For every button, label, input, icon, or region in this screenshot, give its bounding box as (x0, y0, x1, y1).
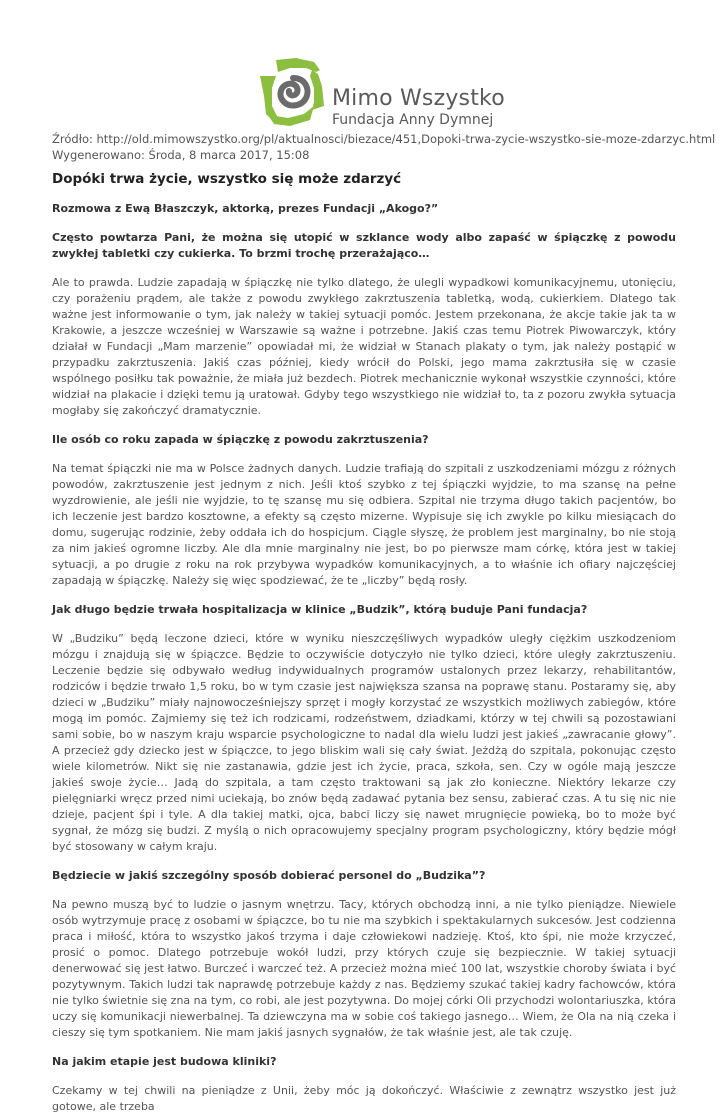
answer-3: W „Budziku” będą leczone dzieci, które w wyniku nieszczęśliwych wypadków uległy ciężkim uszkodzeniom mózgu i znajdują się w śpiączce. Będzie to oczywiście dotyczyło nie tylko dzieci, które uległy zakrztuszeniu. Leczenie będzie się odbywało według indywidualnych programów ustalonych przez lekarzy, rehabilitantów, rodziców i będzie trwało 1,5 roku, bo w tym czasie jest największa szansa na poprawę stanu. Postaramy się, aby dzieci w „Budziku” miały najnowocześniejszy sprzęt i mogły korzystać ze wszystkich możliwych zabiegów, które mogą im pomóc. Zajmiemy się też ich rodzicami, rodzeństwem, dziadkami, którzy w tej chwili są pozostawiani sami sobie, bo w naszym kraju wsparcie psychologiczne to nadal dla wielu ludzi jest jakieś „zawracanie głowy”. A przecież gdy dziecko jest w śpiączce, to jego bliskim wali się cały świat. Jeżdżą do szpitala, pokonując często wiele kilometrów. Nikt się nie zastanawia, gdzie jest ich życie, praca, szkoła, sen. Czy w ogóle mają jeszcze jakieś swoje życie… Jadą do szpitala, a tam często traktowani są jak zło konieczne. Niektóry lekarze czy pielęgniarki wręcz przed nimi uciekają, bo znów będą zadawać pytania bez sensu, zabierać czas. A tu się nic nie dzieje, pacjent śpi i tyle. A dla takiej matki, ojca, babci liczy się nawet mrugnięcie powieką, bo to może być sygnał, że mózg się budzi. Z myślą o nich opracowujemy specjalny program psychologiczny, który będzie mógł być stosowany w całym kraju. (52, 632, 676, 853)
question-3: Jak długo będzie trwała hospitalizacja w klinice „Budzik”, którą buduje Pani fundacja? (52, 603, 588, 616)
logo-subtitle: Fundacja Anny Dymnej (332, 112, 494, 128)
answer-2: Na temat śpiączki nie ma w Polsce żadnych danych. Ludzie trafiają do szpitali z uszkodzeniami mózgu z różnych powodów, zakrztuszenie jest jednym z nich. Jeśli ktoś szybko z tej śpiączki wyjdzie, to ma szansę na pełne wyzdrowienie, ale jeśli nie wyjdzie, to tę szansę mu się odbiera. Szpital nie trzyma długo takich pacjentów, bo ich leczenie jest bardzo kosztowne, a efekty są często mizerne. Wypisuje się ich zwykle po kilku miesiącach do domu, sugerując rodzinie, żeby oddała ich do hospicjum. Ciągle słyszę, że problem jest marginalny, bo nie stoją za nim jakieś ogromne liczby. Ale dla mnie marginalny nie jest, bo po pierwsze mam córkę, która jest w takiej sytuacji, a po drugie z roku na rok przybywa wypadków komunikacyjnych, a to właśnie ich ofiary najczęściej zapadają w śpiączkę. Należy się więc spodziewać, że te „liczby” będą rosły. (52, 462, 676, 587)
foundation-logo (256, 56, 506, 131)
article-title: Dopóki trwa życie, wszystko się może zdarzyć (52, 171, 402, 187)
answer-4: Na pewno muszą być to ludzie o jasnym wnętrzu. Tacy, których obchodzą inni, a nie tylko pieniądze. Niewiele osób wytrzymuje pracę z osobami w śpiączce, bo tu nie ma szybkich i spektakularnych sukcesów. Jest codzienna praca i miłość, która to wszystko jakoś trzyma i daje człowiekowi nadzieję. Ktoś, kto śpi, nie może krzyczeć, prosić o pomoc. Dlatego potrzebuje wokół ludzi, przy których czuje się bezpiecznie. W takiej sytuacji denerwować się jest łatwo. Burczeć i warczeć też. A przecież można mieć 100 lat, wszystkie choroby świata i być pozytywnym. Takich ludzi tak naprawdę potrzebuje każdy z nas. Będziemy szukać takiej kadry fachowców, która nie tylko świetnie się zna na tym, co robi, ale jest pozytywna. Do mojej córki Oli przychodzi wolontariuszka, która uczy się komunikacji niewerbalnej. Ta dziewczyna ma w sobie coś takiego jasnego… Wiem, że Ola na nią czeka i cieszy się tym spotkaniem. Nie mam jakiś jasnych sygnałów, że tak właśnie jest, ale tak czuję. (52, 898, 676, 1039)
answer-1: Ale to prawda. Ludzie zapadają w śpiączkę nie tylko dlatego, że ulegli wypadkowi komunikacyjnemu, utonięciu, czy porażeniu prądem, ale także z powodu zwykłego zakrztuszenia tabletką, wodą, cukierkiem. Dlatego tak ważne jest informowanie o tym, jak należy w takiej sytuacji pomóc. Jestem przekonana, że akcje takie jak ta w Krakowie, a jeszcze wcześniej w Warszawie są ważne i potrzebne. Jakiś czas temu Piotrek Piwowarczyk, który działał w Fundacji „Mam marzenie” opowiadał mi, że widział w Stanach plakaty o tym, jak należy postąpić w przypadku zakrztuszenia. Jakiś czas później, kiedy wrócił do Polski, jego mama zakrztusiła się w czasie wspólnego posiłku tak poważnie, że miała już bezdech. Piotrek mechanicznie wykonał wszystkie czynności, które widział na plakacie i dzięki temu ją uratował. Gdyby tego wszystkiego nie widział to, ta z pozoru zwykła sytuacja mogłaby się zakończyć dramatycznie. (52, 276, 676, 417)
article-intro: Rozmowa z Ewą Błaszczyk, aktorką, prezes Fundacji „Akogo?” (52, 202, 439, 215)
logo-title: Mimo Wszystko (332, 86, 505, 111)
question-2: Ile osób co roku zapada w śpiączkę z powodu zakrztuszenia? (52, 433, 429, 446)
question-5: Na jakim etapie jest budowa kliniki? (52, 1055, 277, 1068)
source-url[interactable]: Źródło: http://old.mimowszystko.org/pl/aktualnosci/biezace/451,Dopoki-trwa-zycie-wszystko-sie-moze-zdarzyc.html (52, 132, 716, 146)
question-4: Będziecie w jakiś szczególny sposób dobierać personel do „Budzika”? (52, 869, 486, 882)
answer-5: Czekamy w tej chwili na pieniądze z Unii, żeby móc ją dokończyć. Właściwie z zewnątrz wszystko jest już gotowe, ale trzeba (52, 1084, 676, 1113)
article-content (52, 131, 716, 1115)
question-1: Często powtarza Pani, że można się utopić w szklance wody albo zapaść w śpiączkę z powodu zwykłej tabletki czy cukierka. To brzmi trochę przerażająco… (52, 231, 676, 260)
generated-date: Wygenerowano: Środa, 8 marca 2017, 15:08 (52, 148, 310, 162)
spiral-logo-icon (256, 56, 330, 130)
